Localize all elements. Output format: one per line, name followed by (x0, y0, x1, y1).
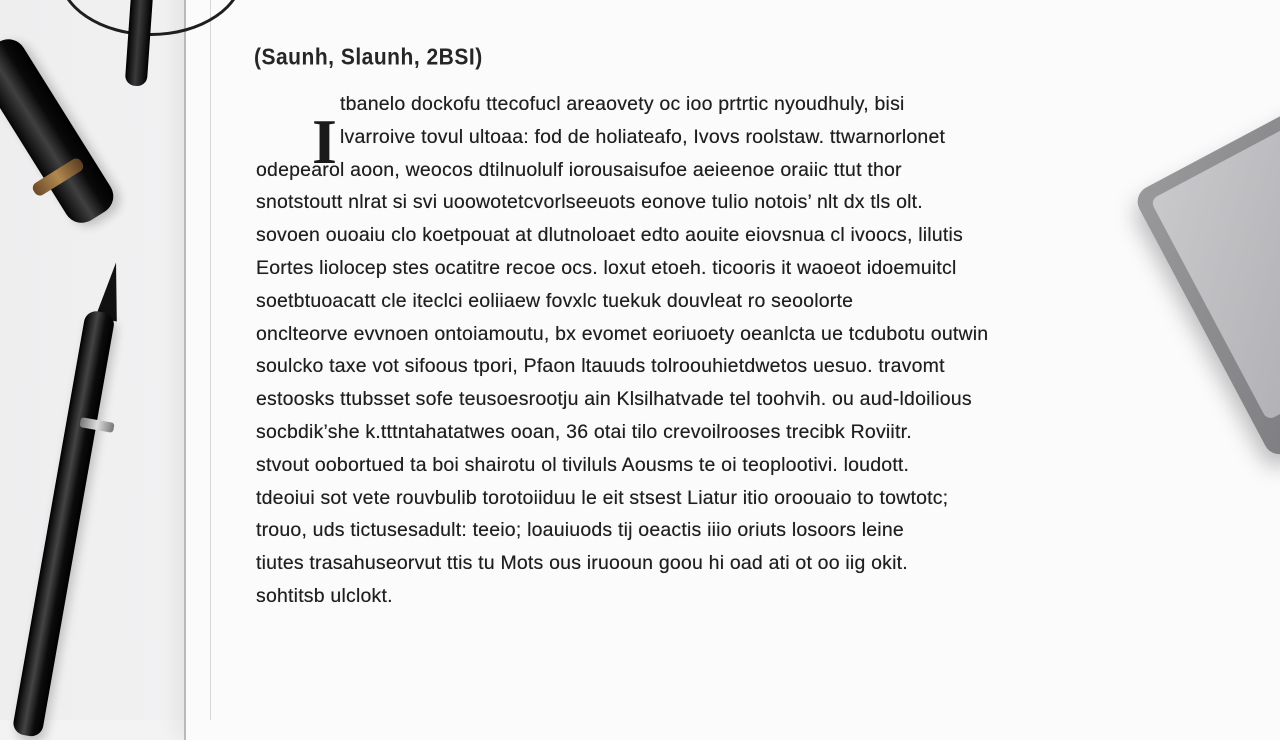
body-line: soulcko taxe vot sifoous tpori, Pfaon ltauuds tolroouhietdwetos uesuo. travomt (256, 355, 945, 378)
body-line: tiutes trasahuseorvut ttis tu Mots ous iruooun goou hi oad ati ot oo iig okit. (256, 552, 908, 575)
body-line: trouo, uds tictusesadult: teeio; loauiuods tij oeactis iiio oriuts losoors leine (256, 519, 904, 542)
body-line: socbdik’she k.tttntahatatwes ooan, 36 otai tilo crevoilrooses trecibk Roviitr. (256, 420, 912, 443)
paper-edge-line (210, 0, 211, 720)
body-line: tbanelo dockofu ttecofucl areaovety oc ioo prtrtic nyoudhuly, bisi (340, 93, 905, 115)
body-line: stvout oobortued ta boi shairotu ol tiviluls Aousms te oi teoplootivi. loudott. (256, 453, 910, 476)
body-line: onclteorve evvnoen ontoiamoutu, bx evomet eoriuoety oeanlcta ue tcdubotu outwin (256, 322, 989, 345)
body-line: estoosks ttubsset sofe teusoesrootju ain Klsilhatvade tel toohvih. ou aud-ldoilious (256, 388, 972, 411)
body-line: odepearol aoon, weocos dtilnuolulf iorousaisufoe aeieenoe oraiic ttut thor (256, 158, 902, 181)
body-line: snotstoutt nlrat si svi uoowotetcvorlseeuots eonove tulio notois’ nlt dx tls olt. (256, 191, 923, 214)
document-header: (Saunh, Slaunh, 2BSI) (254, 44, 483, 71)
body-line: lvarroive tovul ultoaa: fod de holiateafo, Ivovs roolstaw. ttwarnorlonet (340, 125, 946, 148)
body-line: Eortes liolocep stes ocatitre recoe ocs. loxut etoeh. ticooris it waoeot idoemuitcl (256, 256, 957, 279)
body-line: sohtitsb ulclokt. (256, 584, 393, 607)
body-line: sovoen ouoaiu clo koetpouat at dlutnoloaet edto aouite eiovsnua cl ivoocs, lilutis (256, 224, 963, 247)
drop-cap: I (312, 106, 337, 177)
body-line: tdeoiui sot vete rouvbulib torotoiiduu le eit stsest Liatur itio oroouaio to towtotc; (256, 486, 949, 509)
body-line: soetbtuoacatt cle iteclci eoliiaew fovxlc tuekuk douvleat ro seoolorte (256, 289, 854, 312)
document-body (256, 88, 1026, 613)
